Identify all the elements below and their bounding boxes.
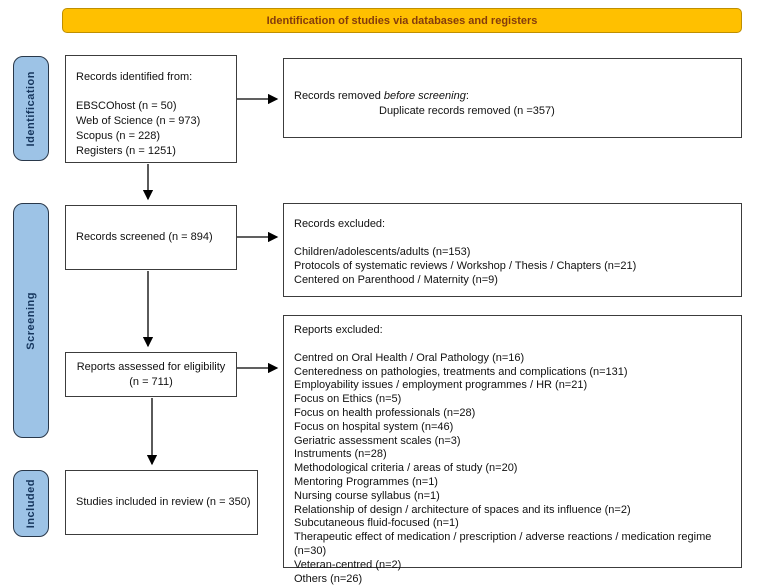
list-line: Centered on Parenthood / Maternity (n=9) — [294, 274, 498, 286]
records-removed-title — [294, 89, 735, 104]
box-reports-assessed — [65, 352, 237, 397]
list-line: Focus on hospital system (n=46) — [294, 420, 454, 433]
list-line: EBSCOhost (n = 50) — [76, 100, 177, 112]
reports-assessed-line2: (n = 711) — [129, 375, 173, 388]
reports-excluded-title: Reports excluded: — [294, 324, 383, 336]
records-removed-title-italic: before screening — [383, 90, 466, 102]
box-records-identified — [65, 55, 237, 163]
box-records-removed — [283, 58, 742, 138]
records-removed-title-suffix: : — [465, 90, 469, 102]
records-excluded-reasons — [294, 245, 735, 287]
records-removed-detail: Duplicate records removed (n =357) — [379, 105, 555, 117]
box-reports-excluded — [283, 315, 742, 585]
list-line: Scopus (n = 228) — [76, 130, 161, 142]
records-identified-sources — [76, 99, 230, 159]
list-line: Employability issues / employment programmes / HR (n=21) — [294, 379, 588, 392]
box-records-excluded — [283, 203, 742, 297]
banner-databases-registers — [62, 8, 742, 33]
banner-title: Identification of studies via databases and registers — [266, 14, 538, 27]
list-line: Focus on Ethics (n=5) — [294, 393, 402, 406]
blank-line — [294, 231, 735, 245]
box-studies-included — [65, 470, 258, 535]
list-line: Methodological criteria / areas of study (n=20) — [294, 462, 518, 475]
box-records-screened — [65, 205, 237, 270]
blank-line — [76, 85, 230, 99]
reports-assessed-line1: Reports assessed for eligibility — [76, 360, 226, 373]
list-line: Geriatric assessment scales (n=3) — [294, 434, 461, 447]
list-line: Protocols of systematic reviews / Workshop / Thesis / Chapters (n=21) — [294, 260, 637, 272]
list-line: Others (n=26) — [294, 572, 363, 585]
stage-label-identification — [13, 56, 49, 161]
list-line: Focus on health professionals (n=28) — [294, 406, 476, 419]
reports-excluded-reasons — [294, 352, 735, 586]
stage-included-text: Included — [25, 478, 37, 529]
list-line: Mentoring Programmes (n=1) — [294, 475, 438, 488]
list-line: Subcutaneous fluid-focused (n=1) — [294, 517, 459, 530]
list-line: Web of Science (n = 973) — [76, 115, 201, 127]
studies-included-text: Studies included in review (n = 350) — [76, 496, 251, 508]
stage-label-screening — [13, 203, 49, 438]
stage-screening-text: Screening — [25, 291, 37, 350]
blank-line — [294, 338, 735, 352]
records-removed-title-prefix: Records removed — [294, 90, 384, 102]
stage-label-included — [13, 470, 49, 537]
list-line: Centeredness on pathologies, treatments and complications (n=131) — [294, 365, 628, 378]
list-line: Veteran-centred (n=2) — [294, 558, 402, 571]
list-line: Instruments (n=28) — [294, 448, 387, 461]
records-identified-title: Records identified from: — [76, 71, 193, 83]
stage-identification-text: Identification — [25, 70, 37, 147]
list-line: Nursing course syllabus (n=1) — [294, 489, 440, 502]
records-excluded-title: Records excluded: — [294, 218, 386, 230]
list-line: Registers (n = 1251) — [76, 145, 176, 157]
records-screened-text: Records screened (n = 894) — [76, 231, 213, 243]
list-line: Therapeutic effect of medication / prescription / adverse reactions / medication regime (n=30) — [294, 531, 712, 557]
list-line: Centred on Oral Health / Oral Pathology (n=16) — [294, 351, 525, 364]
list-line: Children/adolescents/adults (n=153) — [294, 246, 471, 258]
list-line: Relationship of design / architecture of spaces and its influence (n=2) — [294, 503, 631, 516]
